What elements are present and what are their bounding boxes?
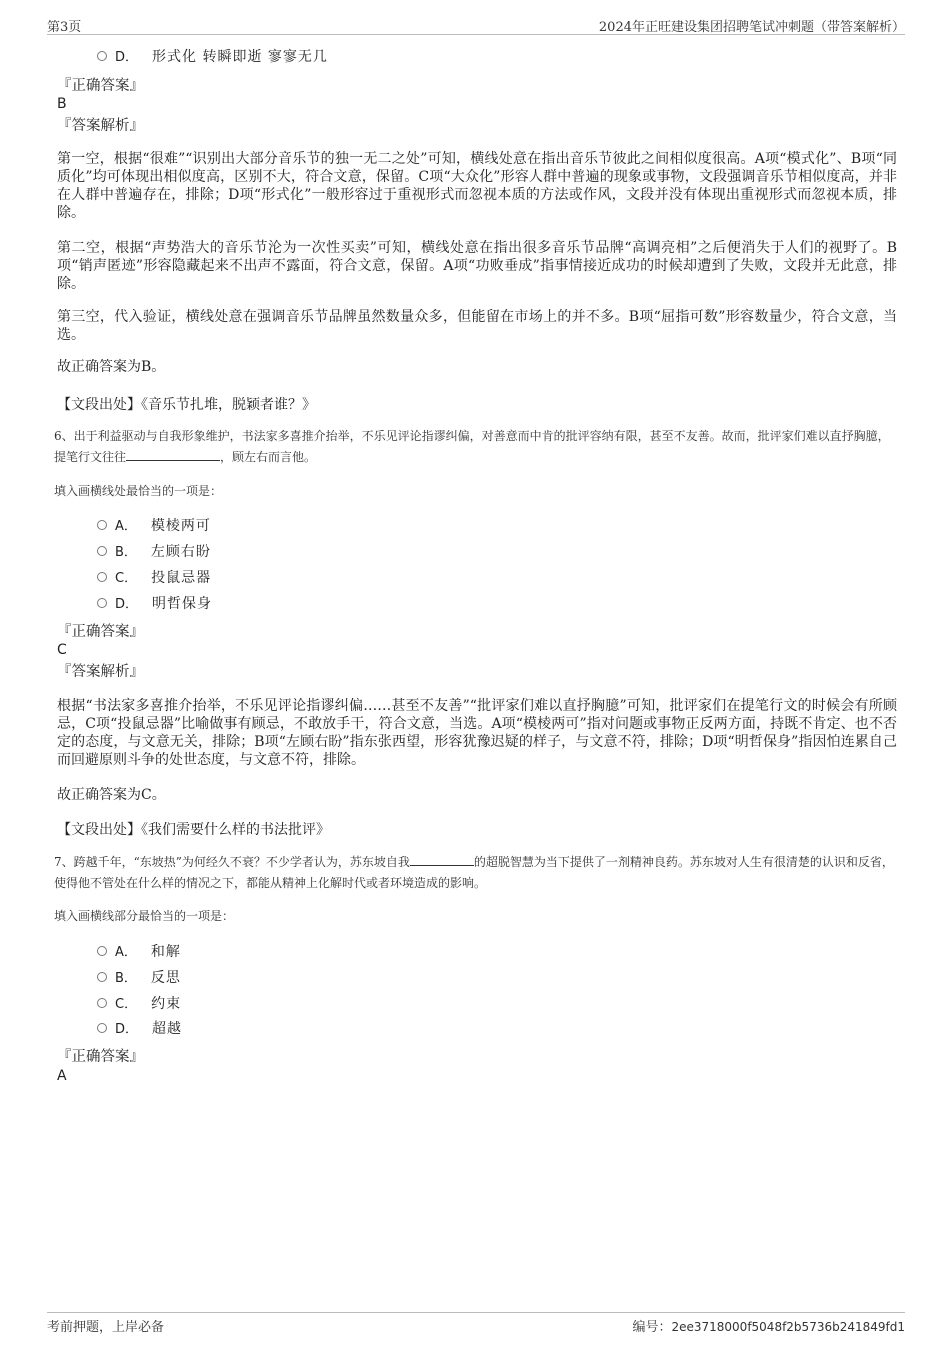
radio-icon[interactable] [97, 946, 107, 956]
radio-icon[interactable] [97, 598, 107, 608]
q5-conclusion: 故正确答案为B。 [57, 359, 166, 375]
q7-stem: 7、跨越千年，“东坡热”为何经久不衰？不少学者认为，苏东坡自我 的超脱智慧为当下提供了一剂精神良药。苏东坡对人生有很清楚的认识和反省，使得他不管处在什么样的情况之下，都能从精神上化解时代或者环境造成的影响。 [54, 855, 894, 890]
page-footer [47, 1312, 905, 1337]
radio-icon[interactable] [97, 572, 107, 582]
q6-option-b[interactable]: B． 左顾右盼 [97, 543, 211, 561]
q7-answer: A [57, 1068, 67, 1084]
q6-analysis-paragraph: 根据“书法家多喜推介抬举，不乐见评论指谬纠偏……甚至不友善”“批评家们难以直抒胸臆”可知，批评家们在提笔行文的时候会有所顾忌，C项“投鼠忌器”比喻做事有顾忌，不敢放手干，符合文意，当选。A项“模棱两可”指对问题或事物正反两方面，持既不肯定、也不否定的态度，与文意无关，排除；B项“左顾右盼”指东张西望，形容犹豫迟疑的样子，与文意不符，排除；D项“明哲保身”指因怕连累自己而回避原则斗争的处世态度，与文意不符，排除。 [57, 698, 897, 768]
radio-icon[interactable] [97, 546, 107, 556]
q6-analysis-label: 『答案解析』 [57, 664, 144, 680]
q5-analysis-label: 『答案解析』 [57, 118, 144, 134]
document-code: 编号：2ee3718000f5048f2b5736b241849fd1 [632, 1320, 905, 1335]
radio-icon[interactable] [97, 51, 107, 61]
q6-option-c[interactable]: C． 投鼠忌器 [97, 569, 211, 587]
q6-conclusion: 故正确答案为C。 [57, 787, 166, 803]
radio-icon[interactable] [97, 998, 107, 1008]
radio-icon[interactable] [97, 972, 107, 982]
footer-slogan: 考前押题，上岸必备 [47, 1320, 165, 1335]
q5-option-d[interactable]: D． 形式化 转瞬即逝 寥寥无几 [97, 48, 328, 66]
q6-answer-label: 『正确答案』 [57, 624, 144, 640]
q5-analysis-paragraph: 第二空，根据“声势浩大的音乐节沦为一次性买卖”可知，横线处意在指出很多音乐节品牌“高调亮相”之后便消失于人们的视野了。B项“销声匿迹”形容隐藏起来不出声不露面，符合文意，保留。A项“功败垂成”指事情接近成功的时候却遭到了失败，文段并无此意，排除。 [57, 240, 897, 292]
q7-blank [410, 853, 474, 866]
q6-option-a[interactable]: A． 模棱两可 [97, 517, 211, 535]
radio-icon[interactable] [97, 1023, 107, 1033]
q7-option-c[interactable]: C． 约束 [97, 995, 181, 1013]
q5-analysis-paragraph: 第一空，根据“很难”“识别出大部分音乐节的独一无二之处”可知，横线处意在指出音乐节彼此之间相似度很高。A项“模式化”、B项“同质化”均可体现出相似度高，区别不大，符合文意，保留。C项“大众化”形容人群中普遍的现象或事物，文段强调音乐节相似度高，并非在人群中普遍存在，排除；D项“形式化”一般形容过于重视形式而忽视本质的方法或作风，文段并没有体现出重视形式而忽视本质，排除。 [57, 151, 897, 221]
q6-option-d[interactable]: D． 明哲保身 [97, 595, 212, 613]
q6-blank [126, 448, 220, 461]
q5-analysis-paragraph: 第三空，代入验证，横线处意在强调音乐节品牌虽然数量众多，但能留在市场上的并不多。B项“屈指可数”形容数量少，符合文意，当选。 [57, 309, 897, 343]
q7-instruction: 填入画横线部分最恰当的一项是： [54, 909, 235, 923]
q5-answer-label: 『正确答案』 [57, 78, 144, 94]
q7-option-a[interactable]: A． 和解 [97, 943, 181, 961]
q6-answer: C [57, 642, 67, 658]
q7-option-d[interactable]: D． 超越 [97, 1020, 182, 1038]
document-title: 2024年正旺建设集团招聘笔试冲刺题（带答案解析） [598, 20, 905, 35]
q5-source: 【文段出处】《音乐节扎堆，脱颖者谁？》 [57, 397, 316, 413]
q6-source: 【文段出处】《我们需要什么样的书法批评》 [57, 822, 330, 838]
q6-instruction: 填入画横线处最恰当的一项是： [54, 484, 223, 498]
page-header [47, 14, 905, 35]
q7-answer-label: 『正确答案』 [57, 1049, 144, 1065]
q5-answer: B [57, 96, 67, 112]
q7-option-b[interactable]: B． 反思 [97, 969, 181, 987]
q6-stem: 6、出于利益驱动与自我形象维护，书法家多喜推介抬举，不乐见评论指谬纠偏，对善意而中肯的批评容纳有限，甚至不友善。故而，批评家们难以直抒胸臆，提笔行文往往 ，顾左右而言他。 [54, 429, 890, 464]
radio-icon[interactable] [97, 520, 107, 530]
page-number: 第3页 [47, 20, 82, 35]
